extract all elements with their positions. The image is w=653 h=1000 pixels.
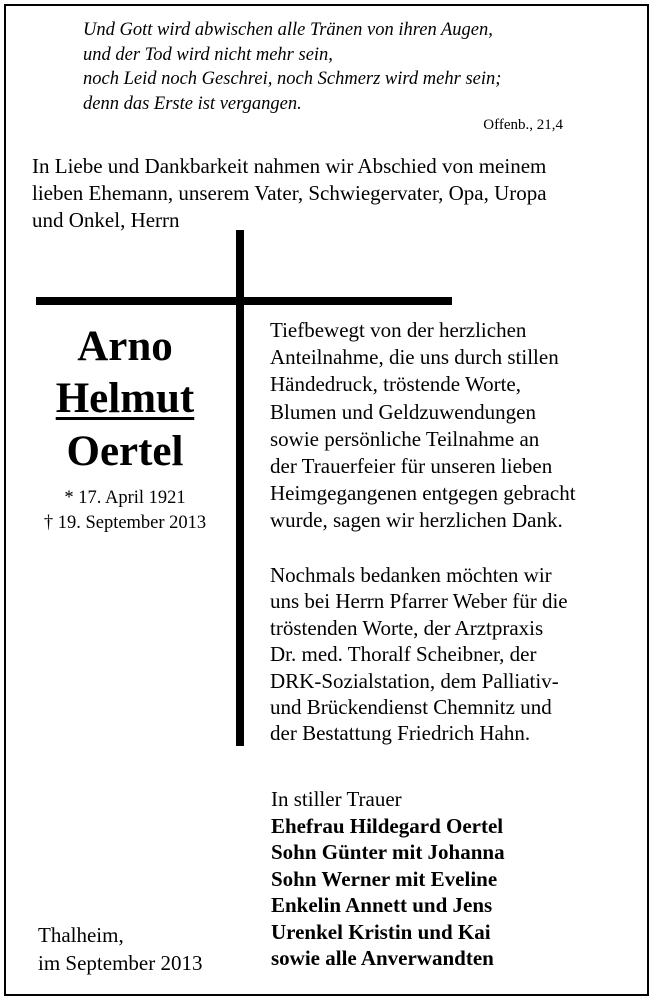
deceased-last-name: Oertel xyxy=(66,428,184,475)
text-line: Blumen und Geldzuwendungen xyxy=(270,399,536,424)
place: Thalheim, xyxy=(38,923,124,947)
verse-line: Und Gott wird abwischen alle Tränen von ihren Augen, xyxy=(83,20,493,40)
intro-line: lieben Ehemann, unserem Vater, Schwiegervater, Opa, Uropa xyxy=(32,181,547,205)
text-line: Händedruck, tröstende Worte, xyxy=(270,372,522,397)
mourners-list xyxy=(271,786,505,972)
intro-line: In Liebe und Dankbarkeit nahmen wir Abschied von meinem xyxy=(32,154,547,178)
mourner-name: Enkelin Annett und Jens xyxy=(271,893,493,917)
text-line: der Bestattung Friedrich Hahn. xyxy=(270,721,531,746)
mourners-lead: In stiller Trauer xyxy=(271,787,402,811)
mourner-name: sowie alle Anverwandten xyxy=(271,946,494,970)
verse-reference: Offenb., 21,4 xyxy=(483,117,563,133)
mourner-name: Urenkel Kristin und Kai xyxy=(271,919,491,944)
mourner-name: Sohn Günter mit Johanna xyxy=(271,840,505,864)
text-line: uns bei Herrn Pfarrer Weber für die xyxy=(270,589,568,614)
intro-line: und Onkel, Herrn xyxy=(32,208,180,232)
text-line: Dr. med. Thoralf Scheibner, der xyxy=(270,642,537,667)
mourner-name: Ehefrau Hildegard Oertel xyxy=(271,813,504,838)
cross-vertical-bar xyxy=(236,230,244,746)
thanks-paragraph-2 xyxy=(270,562,568,747)
text-line: tröstenden Worte, der Arztpraxis xyxy=(270,615,544,640)
text-line: Nochmals bedanken möchten wir xyxy=(270,563,552,587)
deceased-first-name: Arno xyxy=(77,323,173,370)
date: im September 2013 xyxy=(38,950,203,975)
mourner-name: Sohn Werner mit Eveline xyxy=(271,866,498,891)
thanks-paragraph-1 xyxy=(270,317,576,535)
verse-line: denn das Erste ist vergangen. xyxy=(83,93,302,114)
text-line: Heimgegangenen entgegen gebracht xyxy=(270,481,576,506)
text-line: DRK-Sozialstation, dem Palliativ- xyxy=(270,668,559,693)
bible-verse xyxy=(83,18,501,116)
text-line: der Trauerfeier für unseren lieben xyxy=(270,454,553,479)
verse-line: noch Leid noch Geschrei, noch Schmerz wird mehr sein; xyxy=(83,69,502,89)
text-line: Tiefbewegt von der herzlichen xyxy=(270,318,527,342)
text-line: und Brückendienst Chemnitz und xyxy=(270,695,552,720)
death-date: † 19. September 2013 xyxy=(43,513,207,533)
deceased-middle-name: Helmut xyxy=(55,375,195,422)
cross-horizontal-bar xyxy=(36,297,452,305)
text-line: sowie persönliche Teilnahme an xyxy=(270,426,540,451)
text-line: Anteilnahme, die uns durch stillen xyxy=(270,345,559,370)
place-and-date xyxy=(38,922,202,977)
birth-date: * 17. April 1921 xyxy=(64,488,186,508)
text-line: wurde, sagen wir herzlichen Dank. xyxy=(270,508,563,533)
verse-line: und der Tod wird nicht mehr sein, xyxy=(83,44,333,65)
intro-text xyxy=(32,153,547,234)
